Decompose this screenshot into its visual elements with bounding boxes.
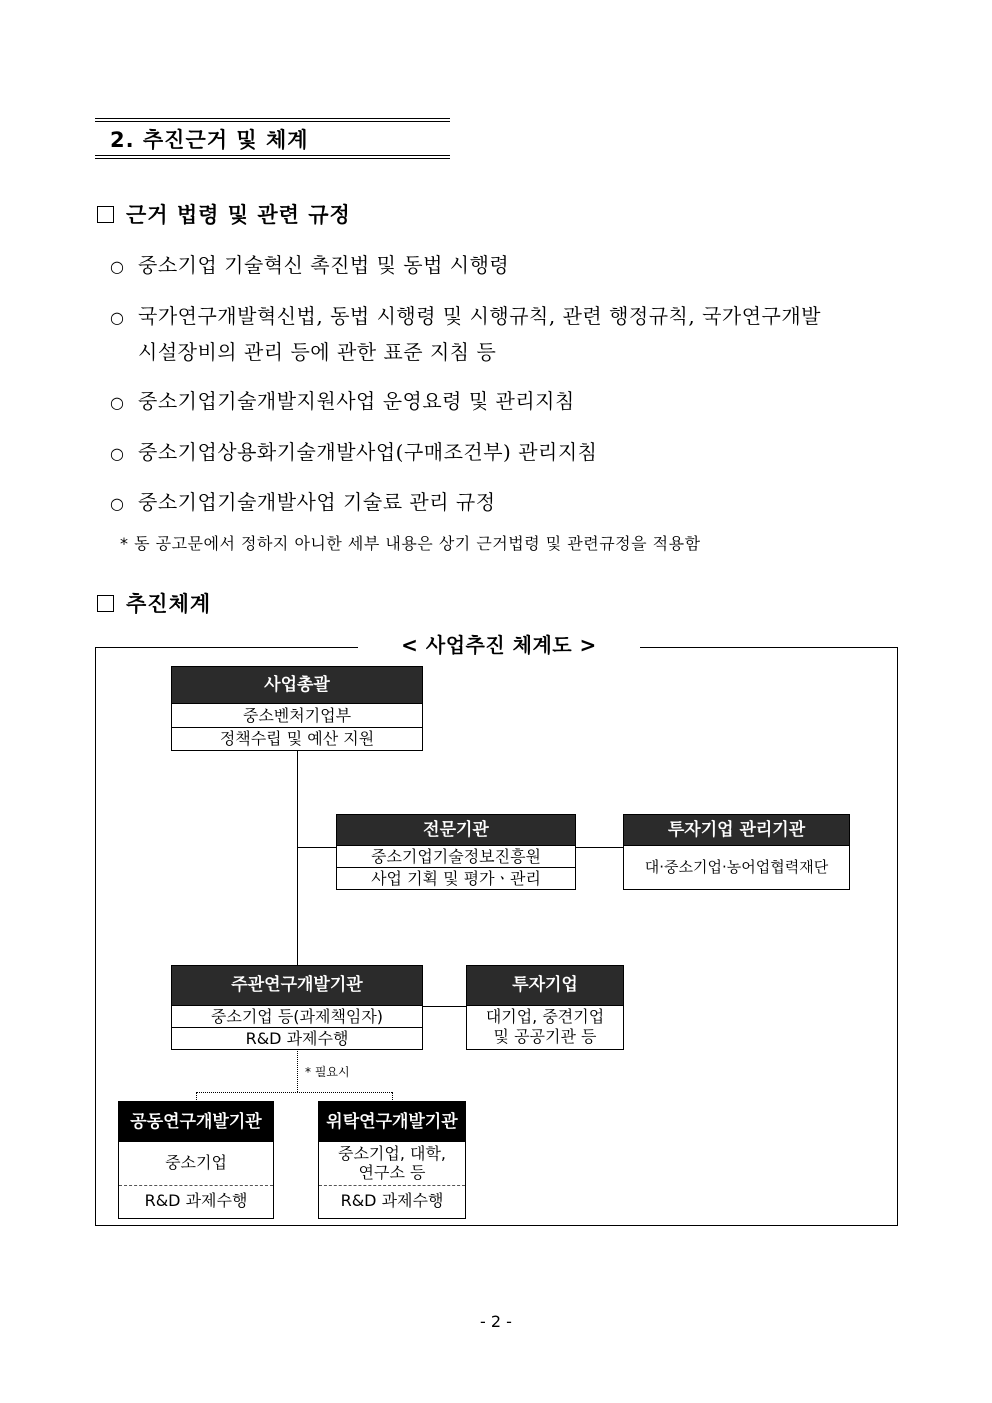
section-rule-bottom-1 bbox=[95, 155, 450, 156]
box-invest-manager-line: 대·중소기업·농어업협력재단 bbox=[624, 845, 849, 889]
circle-bullet-icon: ○ bbox=[110, 257, 125, 276]
list-item bbox=[110, 248, 509, 284]
box-invest-manager-title: 투자기업 관리기관 bbox=[624, 815, 849, 845]
list-item bbox=[110, 435, 598, 471]
connector-lead-investor bbox=[422, 1006, 467, 1007]
box-consign-line: 중소기업, 대학, bbox=[338, 1144, 446, 1163]
box-lead-line: 중소기업 등(과제책임자) bbox=[172, 1005, 422, 1027]
page-number: - 2 - bbox=[480, 1312, 512, 1331]
list-item-text: 국가연구개발혁신법, 동법 시행령 및 시행규칙, 관련 행정규칙, 국가연구개발 bbox=[138, 304, 821, 328]
list-item bbox=[110, 384, 575, 420]
section-title: 2. 추진근거 및 체계 bbox=[110, 128, 309, 152]
basis-heading bbox=[97, 199, 351, 229]
box-investor-line: 및 공공기관 등 bbox=[493, 1027, 597, 1046]
box-expert-line: 중소기업기술정보진흥원 bbox=[337, 845, 575, 867]
circle-bullet-icon: ○ bbox=[110, 308, 125, 327]
box-lead-line: R&D 과제수행 bbox=[172, 1027, 422, 1049]
box-invest-manager bbox=[623, 814, 850, 890]
box-overall bbox=[171, 666, 423, 751]
basis-heading-text: 근거 법령 및 관련 규정 bbox=[126, 203, 351, 227]
box-consign-line: R&D 과제수행 bbox=[319, 1185, 465, 1218]
circle-bullet-icon: ○ bbox=[110, 444, 125, 463]
box-consign-title: 위탁연구개발기관 bbox=[319, 1102, 465, 1142]
box-lead bbox=[171, 965, 423, 1050]
square-icon bbox=[97, 595, 114, 612]
diagram-title: < 사업추진 체계도 > bbox=[358, 629, 640, 658]
section-rule-top-1 bbox=[95, 118, 450, 119]
square-icon bbox=[97, 206, 114, 223]
box-joint-line: 중소기업 bbox=[165, 1153, 227, 1172]
system-heading-text: 추진체계 bbox=[126, 592, 212, 616]
box-consign-line: 연구소 등 bbox=[358, 1163, 426, 1182]
list-item-text-continued: 시설장비의 관리 등에 관한 표준 지침 등 bbox=[138, 340, 497, 364]
basis-note: * 동 공고문에서 정하지 아니한 세부 내용은 상기 근거법령 및 관련규정을 적용함 bbox=[120, 534, 701, 553]
list-item bbox=[110, 485, 496, 521]
connector-dotted-down bbox=[297, 1049, 298, 1092]
needs-note: * 필요시 bbox=[305, 1065, 350, 1079]
list-item-text: 중소기업 기술혁신 촉진법 및 동법 시행령 bbox=[138, 253, 510, 277]
box-investor-title: 투자기업 bbox=[467, 966, 623, 1005]
list-item-text: 중소기업상용화기술개발사업(구매조건부) 관리지침 bbox=[138, 440, 598, 464]
box-expert bbox=[336, 814, 576, 890]
connector-to-expert bbox=[297, 847, 337, 848]
box-overall-line: 중소벤처기업부 bbox=[172, 703, 422, 727]
box-joint-title: 공동연구개발기관 bbox=[119, 1102, 273, 1142]
box-expert-title: 전문기관 bbox=[337, 815, 575, 845]
section-rule-top-2 bbox=[95, 121, 450, 122]
box-overall-line: 정책수립 및 예산 지원 bbox=[172, 727, 422, 750]
list-item-text: 중소기업기술개발지원사업 운영요령 및 관리지침 bbox=[138, 389, 575, 413]
circle-bullet-icon: ○ bbox=[110, 494, 125, 513]
box-consign bbox=[318, 1101, 466, 1219]
connector-dotted-branch bbox=[196, 1092, 392, 1093]
list-item-text: 중소기업기술개발사업 기술료 관리 규정 bbox=[138, 490, 496, 514]
box-investor bbox=[466, 965, 624, 1050]
box-lead-title: 주관연구개발기관 bbox=[172, 966, 422, 1005]
circle-bullet-icon: ○ bbox=[110, 393, 125, 412]
box-joint bbox=[118, 1101, 274, 1219]
box-expert-line: 사업 기획 및 평가ㆍ관리 bbox=[337, 867, 575, 889]
list-item bbox=[110, 299, 821, 369]
section-rule-bottom-2 bbox=[95, 158, 450, 159]
box-investor-lines bbox=[467, 1005, 623, 1049]
box-overall-title: 사업총괄 bbox=[172, 667, 422, 703]
box-consign-lines bbox=[319, 1142, 465, 1185]
connector-vertical-main bbox=[297, 750, 298, 966]
box-investor-line: 대기업, 중견기업 bbox=[485, 1007, 605, 1026]
connector-expert-investmgr bbox=[575, 847, 624, 848]
box-joint-line: R&D 과제수행 bbox=[119, 1185, 273, 1218]
system-heading bbox=[97, 588, 211, 618]
